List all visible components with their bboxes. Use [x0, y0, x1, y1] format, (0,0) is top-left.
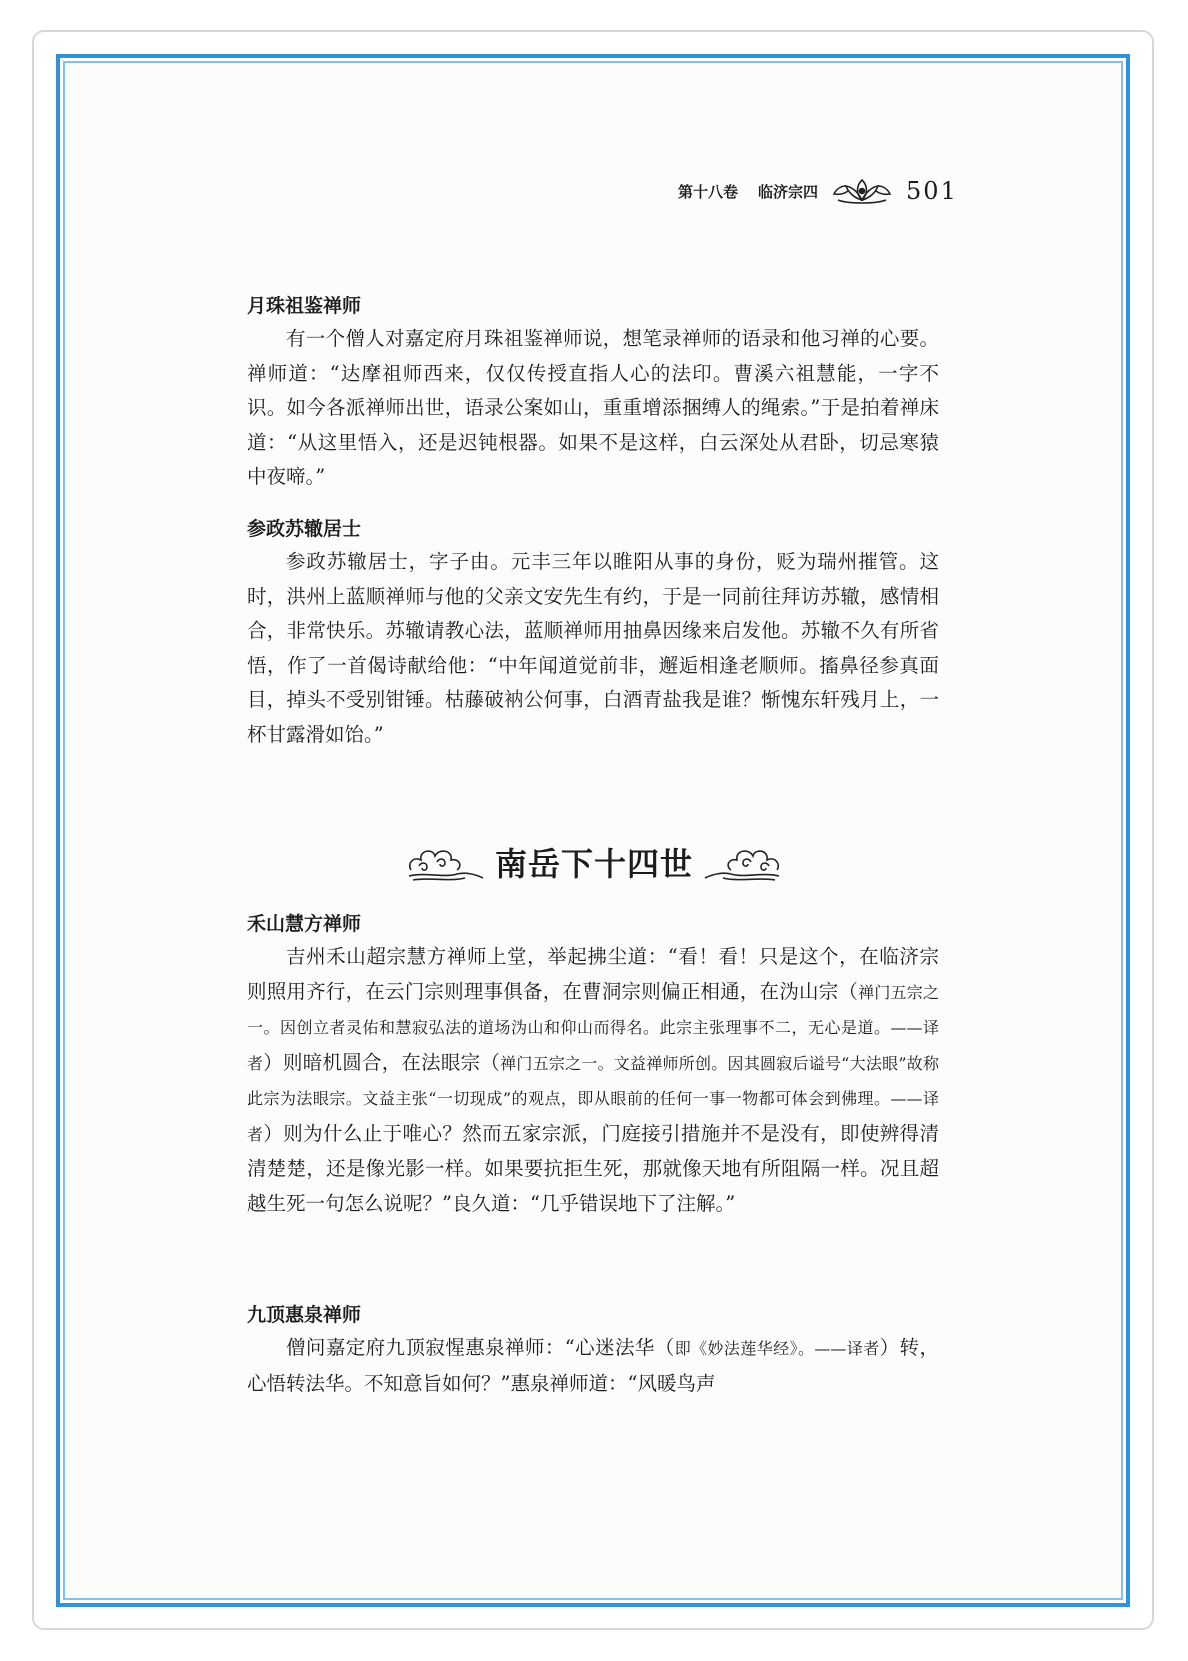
translator-note: 禅门五宗之一。因创立者灵佑和慧寂弘法的道场沩山和仰山而得名。此宗主张理事不二，无心是道。——译者 — [247, 982, 939, 1073]
entry-huishan — [247, 908, 939, 1221]
paragraph-text: ）转，心悟转法华。不知意旨如何？”惠泉禅师道：“风暖鸟声 — [247, 1336, 939, 1395]
entry-paragraph — [247, 1331, 939, 1401]
paragraph-text: 僧问嘉定府九顶寂惺惠泉禅师：“心迷法华（ — [286, 1336, 675, 1359]
lotus-ornament-icon — [832, 176, 892, 206]
section-label: 临济宗四 — [758, 182, 819, 201]
entry-paragraph: 参政苏辙居士，字子由。元丰三年以睢阳从事的身份，贬为瑞州摧管。这时，洪州上蓝顺禅师与他的父亲文安先生有约，于是一同前往拜访苏辙，感情相合，非常快乐。苏辙请教心法，蓝顺禅师用抽鼻因缘来启发他。苏辙不久有所省悟，作了一首偈诗献给他：“中年闻道觉前非，邂逅相逢老顺师。搐鼻径参真面目，掉头不受别钳锤。枯藤破衲公何事，白酒青盐我是谁？惭愧东轩残月上，一杯甘露滑如饴。” — [247, 550, 939, 746]
section-heading: 南岳下十四世 — [494, 845, 693, 883]
entry-title: 九顶惠泉禅师 — [247, 1304, 362, 1326]
cloud-ornament-icon — [405, 840, 485, 884]
page-number: 501 — [906, 177, 958, 205]
entry-yuezhu — [247, 290, 939, 495]
entry-suzhe — [247, 513, 939, 752]
section-divider — [392, 832, 796, 892]
paragraph-text: ）则暗机圆合，在法眼宗（ — [263, 1050, 501, 1074]
paragraph-text: 吉州禾山超宗慧方禅师上堂，举起拂尘道：“看！看！只是这个，在临济宗则照用齐行，在云门宗则理事俱备，在曹洞宗则偏正相通，在沩山宗（ — [247, 945, 939, 1003]
entry-title: 月珠祖鉴禅师 — [247, 295, 362, 317]
entry-title: 禾山慧方禅师 — [247, 913, 362, 935]
entry-paragraph — [247, 940, 939, 1221]
entry-paragraph: 有一个僧人对嘉定府月珠祖鉴禅师说，想笔录禅师的语录和他习禅的心要。禅师道：“达摩祖师西来，仅仅传授直指人心的法印。曹溪六祖慧能，一字不识。如今各派禅师出世，语录公案如山，重重增添捆缚人的绳索。”于是拍着禅床道：“从这里悟入，还是迟钝根器。如果不是这样，白云深处从君卧，切忌寒猿中夜啼。” — [247, 327, 939, 488]
chapter-label: 第十八卷 — [678, 182, 739, 201]
paragraph-text: ）则为什么止于唯心？然而五家宗派，门庭接引措施并不是没有，即使辨得清清楚楚，还是像光影一样。如果要抗拒生死，那就像天地有所阻隔一样。况且超越生死一句怎么说呢？”良久道：“几乎错误地下了注解。” — [247, 1121, 939, 1215]
entry-title: 参政苏辙居士 — [247, 518, 362, 540]
running-header — [678, 176, 958, 206]
translator-note: 即《妙法莲华经》。——译者 — [674, 1339, 880, 1358]
entry-jiuding — [247, 1299, 939, 1401]
translator-note: 禅门五宗之一。文益禅师所创。因其圆寂后谥号“大法眼”故称此宗为法眼宗。文益主张“一切现成”的观点，即从眼前的任何一事一物都可体会到佛理。——译者 — [247, 1053, 939, 1144]
cloud-ornament-icon — [703, 840, 783, 884]
